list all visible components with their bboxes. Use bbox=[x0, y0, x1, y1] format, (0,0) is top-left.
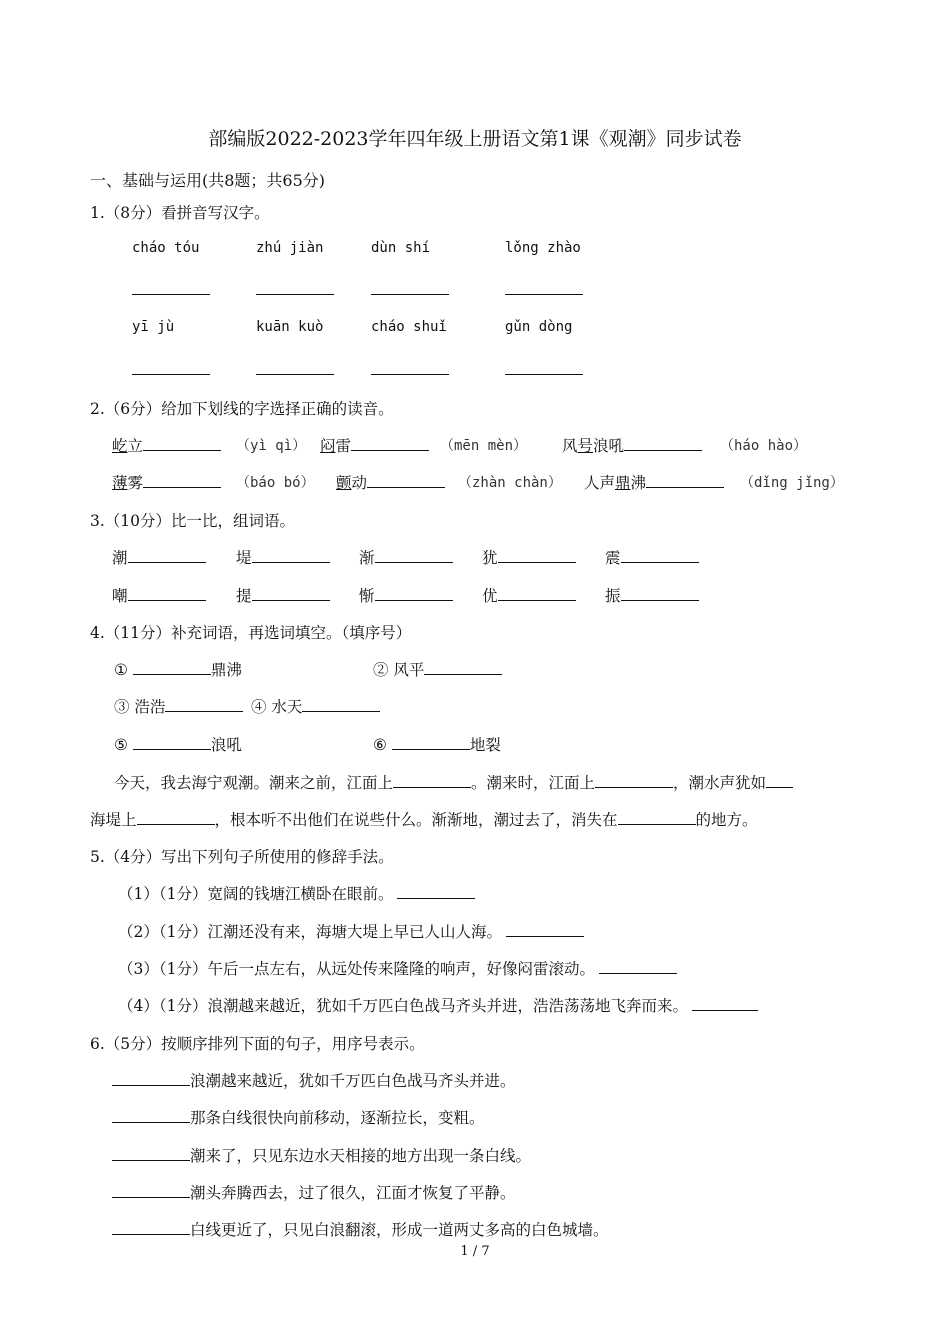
answer-blank[interactable] bbox=[256, 374, 334, 375]
answer-blank[interactable] bbox=[393, 773, 471, 788]
answer-blank[interactable] bbox=[133, 660, 211, 675]
idiom-item: ② 风平 bbox=[373, 658, 502, 680]
idiom-item: ③ 浩浩 bbox=[114, 695, 243, 717]
page-number: 1 / 7 bbox=[460, 1244, 490, 1259]
answer-blank[interactable] bbox=[128, 548, 206, 563]
word-item: 闷雷 bbox=[320, 434, 429, 456]
pinyin: cháo tóu bbox=[132, 240, 200, 256]
question-3-stem: 3.（10分）比一比，组词语。 bbox=[90, 512, 296, 530]
word-item: 风号浪吼 bbox=[562, 434, 702, 456]
order-item: 潮头奔腾西去，过了很久，江面才恢复了平静。 bbox=[112, 1181, 516, 1203]
pinyin-options: （zhàn chàn） bbox=[458, 475, 562, 491]
fill-paragraph-line: 海堤上 ，根本听不出他们在说些什么。渐渐地，潮过去了，消失在 的地方。 bbox=[90, 811, 758, 829]
char-item: 震 bbox=[605, 546, 699, 568]
word-item: 人声鼎沸 bbox=[584, 471, 724, 493]
word-item: 屹立 bbox=[112, 434, 221, 456]
char-item: 嘲 bbox=[112, 584, 206, 606]
pinyin-options: （yì qì） bbox=[236, 438, 307, 454]
rhetoric-item: （3）（1分）午后一点左右，从远处传来隆隆的响声，好像闷雷滚动。 bbox=[118, 957, 677, 979]
answer-blank[interactable] bbox=[133, 735, 211, 750]
answer-blank[interactable] bbox=[692, 996, 758, 1011]
answer-blank[interactable] bbox=[505, 294, 583, 295]
answer-blank[interactable] bbox=[498, 586, 576, 601]
order-item: 浪潮越来越近，犹如千万匹白色战马齐头并进。 bbox=[112, 1069, 516, 1091]
order-item: 潮来了，只见东边水天相接的地方出现一条白线。 bbox=[112, 1144, 531, 1166]
idiom-item: ⑥ 地裂 bbox=[373, 736, 501, 754]
answer-blank[interactable] bbox=[302, 697, 380, 712]
pinyin: yī jù bbox=[132, 319, 175, 335]
order-item: 那条白线很快向前移动，逐渐拉长，变粗。 bbox=[112, 1106, 485, 1128]
answer-blank[interactable] bbox=[128, 586, 206, 601]
answer-blank[interactable] bbox=[375, 586, 453, 601]
pinyin-options: （háo hào） bbox=[720, 438, 808, 454]
answer-blank[interactable] bbox=[252, 586, 330, 601]
answer-blank[interactable] bbox=[143, 436, 221, 451]
pinyin: gǔn dòng bbox=[505, 319, 573, 335]
answer-blank[interactable] bbox=[506, 922, 584, 937]
answer-blank[interactable] bbox=[646, 473, 724, 488]
answer-blank[interactable] bbox=[624, 436, 702, 451]
rhetoric-item: （4）（1分）浪潮越来越近，犹如千万匹白色战马齐头并进，浩浩荡荡地飞奔而来。 bbox=[118, 994, 758, 1016]
answer-blank[interactable] bbox=[132, 294, 210, 295]
section-heading: 一、基础与运用(共8题；共65分) bbox=[90, 171, 326, 190]
answer-blank[interactable] bbox=[595, 773, 673, 788]
answer-blank[interactable] bbox=[351, 436, 429, 451]
answer-blank[interactable] bbox=[621, 586, 699, 601]
question-5-stem: 5.（4分）写出下列句子所使用的修辞手法。 bbox=[90, 848, 394, 866]
char-item: 振 bbox=[605, 584, 699, 606]
char-item: 优 bbox=[482, 584, 576, 606]
pinyin: zhú jiàn bbox=[256, 240, 324, 256]
answer-blank[interactable] bbox=[505, 374, 583, 375]
answer-blank[interactable] bbox=[137, 810, 215, 825]
answer-blank[interactable] bbox=[132, 374, 210, 375]
pinyin: cháo shuǐ bbox=[371, 319, 447, 335]
pinyin: lǒng zhào bbox=[505, 240, 581, 256]
char-item: 渐 bbox=[359, 546, 453, 568]
order-item: 白线更近了，只见白浪翻滚，形成一道两丈多高的白色城墙。 bbox=[112, 1218, 609, 1240]
answer-blank[interactable] bbox=[112, 1108, 190, 1123]
answer-blank[interactable] bbox=[112, 1146, 190, 1161]
char-item: 堤 bbox=[236, 546, 330, 568]
answer-blank[interactable] bbox=[397, 884, 475, 899]
char-item: 潮 bbox=[112, 546, 206, 568]
answer-blank[interactable] bbox=[112, 1071, 190, 1086]
answer-blank[interactable] bbox=[112, 1183, 190, 1198]
answer-blank[interactable] bbox=[143, 473, 221, 488]
rhetoric-item: （2）（1分）江潮还没有来，海塘大堤上早已人山人海。 bbox=[118, 920, 584, 942]
answer-blank[interactable] bbox=[165, 697, 243, 712]
question-4-stem: 4.（11分）补充词语，再选词填空。（填序号） bbox=[90, 624, 412, 642]
fill-paragraph-line: 今天，我去海宁观潮。潮来之前，江面上 。潮来时，江面上 ，潮水声犹如 bbox=[114, 771, 793, 793]
answer-blank[interactable] bbox=[424, 660, 502, 675]
word-item: 颤动 bbox=[336, 471, 445, 493]
pinyin-options: （dǐng jǐng） bbox=[740, 475, 844, 491]
char-item: 犹 bbox=[482, 546, 576, 568]
char-item: 惭 bbox=[359, 584, 453, 606]
word-item: 薄雾 bbox=[112, 471, 221, 493]
char-item: 提 bbox=[236, 584, 330, 606]
answer-blank[interactable] bbox=[392, 735, 470, 750]
page-title: 部编版2022-2023学年四年级上册语文第1课《观潮》同步试卷 bbox=[208, 128, 742, 150]
question-1-stem: 1.（8分）看拼音写汉字。 bbox=[90, 204, 270, 222]
answer-blank[interactable] bbox=[621, 548, 699, 563]
idiom-item: ① 鼎沸 bbox=[114, 661, 242, 679]
question-6-stem: 6.（5分）按顺序排列下面的句子，用序号表示。 bbox=[90, 1035, 425, 1053]
answer-blank[interactable] bbox=[371, 294, 449, 295]
answer-blank[interactable] bbox=[256, 294, 334, 295]
answer-blank[interactable] bbox=[252, 548, 330, 563]
answer-blank[interactable] bbox=[766, 773, 793, 788]
idiom-item: ⑤ 浪吼 bbox=[114, 736, 242, 754]
rhetoric-item: （1）（1分）宽阔的钱塘江横卧在眼前。 bbox=[118, 882, 475, 904]
answer-blank[interactable] bbox=[371, 374, 449, 375]
pinyin-options: （mēn mèn） bbox=[440, 438, 528, 454]
question-2-stem: 2.（6分）给加下划线的字选择正确的读音。 bbox=[90, 400, 394, 418]
answer-blank[interactable] bbox=[498, 548, 576, 563]
idiom-item: ④ 水天 bbox=[251, 695, 380, 717]
answer-blank[interactable] bbox=[618, 810, 696, 825]
answer-blank[interactable] bbox=[375, 548, 453, 563]
answer-blank[interactable] bbox=[599, 959, 677, 974]
answer-blank[interactable] bbox=[367, 473, 445, 488]
pinyin: kuān kuò bbox=[256, 319, 324, 335]
answer-blank[interactable] bbox=[112, 1220, 190, 1235]
pinyin-options: （báo bó） bbox=[236, 475, 315, 491]
pinyin: dùn shí bbox=[371, 240, 431, 256]
